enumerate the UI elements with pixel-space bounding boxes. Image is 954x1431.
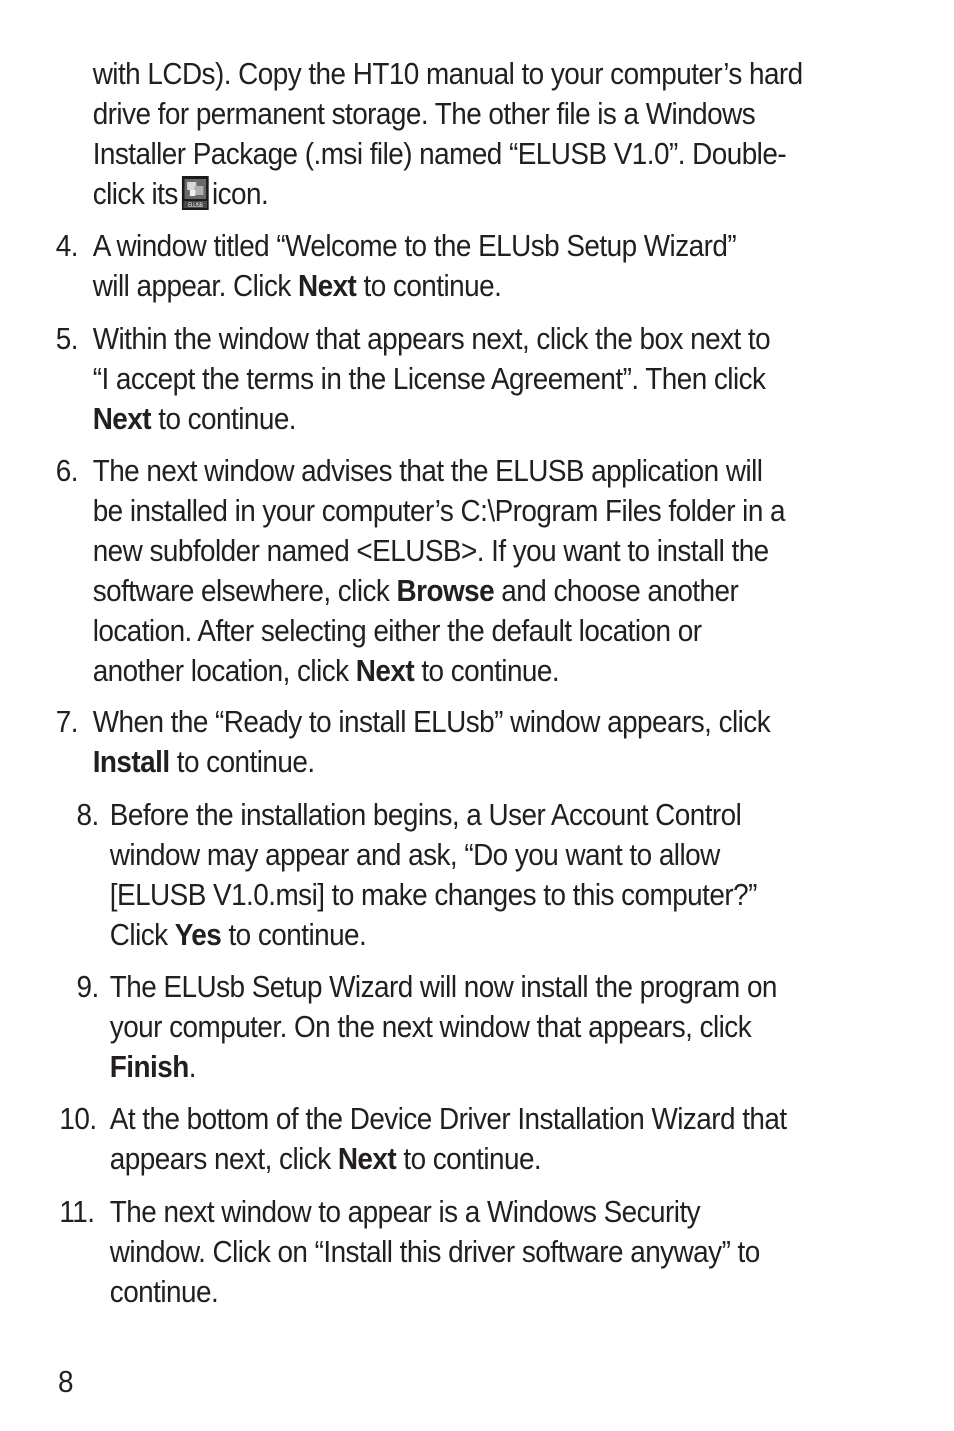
step-text-run: and choose another xyxy=(494,573,739,608)
step-number: 4. xyxy=(55,228,78,263)
step-line-text xyxy=(110,1007,751,1047)
step-line-text xyxy=(110,1139,541,1179)
step-number: 7. xyxy=(55,704,78,739)
intro-line xyxy=(0,54,859,94)
step-text-run: The next window to appear is a Windows Security xyxy=(109,1194,701,1229)
step-line xyxy=(0,967,859,1007)
elusb-installer-icon xyxy=(181,176,208,210)
step-number: 10. xyxy=(59,1101,97,1136)
step-line xyxy=(0,1047,859,1087)
bold-command-label: Next xyxy=(355,653,415,688)
step-line-text xyxy=(93,651,559,691)
step-text-run: The ELUsb Setup Wizard will now install the program on xyxy=(109,969,777,1004)
step-line xyxy=(0,1007,859,1047)
list-item xyxy=(0,226,859,306)
bold-command-label: Next xyxy=(337,1141,397,1176)
step-text-run: will appear. Click xyxy=(92,268,298,303)
step-text-run: location. After selecting either the default location or xyxy=(92,613,702,648)
bold-command-label: Install xyxy=(92,744,170,779)
step-line xyxy=(0,451,859,491)
step-text-run: continue. xyxy=(109,1274,219,1309)
step-text-run: to continue. xyxy=(169,744,315,779)
step-number: 8. xyxy=(76,797,99,832)
intro-line-text xyxy=(93,174,268,214)
step-line xyxy=(0,399,859,439)
step-number: 5. xyxy=(55,321,78,356)
step-line-text xyxy=(93,451,763,491)
step-line xyxy=(0,1192,859,1232)
step-line-text xyxy=(110,1099,787,1139)
step-line xyxy=(0,875,859,915)
step-line xyxy=(0,531,859,571)
step-line xyxy=(0,359,859,399)
step-line xyxy=(0,1232,859,1272)
step-line xyxy=(0,702,859,742)
step-line xyxy=(0,319,859,359)
step-text-run: [ELUSB V1.0.msi] to make changes to this computer?” xyxy=(109,877,757,912)
intro-line-text: with LCDs). Copy the HT10 manual to your computer’s hard xyxy=(92,56,803,91)
list-item xyxy=(0,967,859,1087)
step-line-text xyxy=(93,399,296,439)
step-line xyxy=(0,835,859,875)
bold-command-label: Next xyxy=(297,268,357,303)
step-number: 6. xyxy=(55,453,78,488)
step-line-text xyxy=(93,611,702,651)
intro-line xyxy=(0,174,859,214)
step-text-run: window may appear and ask, “Do you want to allow xyxy=(109,837,720,872)
step-line-text xyxy=(110,1272,218,1312)
step-text-run: new subfolder named <ELUSB>. If you want to install the xyxy=(92,533,769,568)
intro-line-text: drive for permanent storage. The other file is a Windows xyxy=(92,96,756,131)
step-line-text xyxy=(93,702,770,742)
step-line-text xyxy=(110,1192,700,1232)
bold-command-label: Yes xyxy=(174,917,222,952)
step-number: 9. xyxy=(76,969,99,1004)
step-line-text xyxy=(110,915,366,955)
bold-command-label: Finish xyxy=(109,1049,189,1084)
step-line-text xyxy=(93,491,785,531)
intro-line xyxy=(0,134,859,174)
elusb-icon-label: ELUSB xyxy=(187,202,203,210)
step-text-run: The next window advises that the ELUSB application will xyxy=(92,453,763,488)
icon-text: icon. xyxy=(211,176,269,211)
step-line xyxy=(0,1139,859,1179)
step-number: 11. xyxy=(59,1194,95,1229)
step-line-text xyxy=(110,795,742,835)
step-text-run: to continue. xyxy=(151,401,297,436)
step-text-run: . xyxy=(188,1049,196,1084)
step-text-run: A window titled “Welcome to the ELUsb Setup Wizard” xyxy=(92,228,737,263)
step-line xyxy=(0,915,859,955)
step-text-run: be installed in your computer’s C:\Program Files folder in a xyxy=(92,493,785,528)
list-item xyxy=(0,319,859,439)
step-text-run: software elsewhere, click xyxy=(92,573,397,608)
step-line-text xyxy=(93,226,736,266)
step-line xyxy=(0,1099,859,1139)
list-item xyxy=(0,1099,859,1179)
step-line-text xyxy=(93,571,739,611)
step-line-text xyxy=(110,835,720,875)
step-text-run: to continue. xyxy=(221,917,367,952)
step-text-run: your computer. On the next window that appears, click xyxy=(109,1009,752,1044)
step-line-text xyxy=(110,1232,760,1272)
step-line-text xyxy=(110,875,757,915)
list-item xyxy=(0,702,859,782)
intro-line xyxy=(0,94,859,134)
step-line xyxy=(0,491,859,531)
step-text-run: appears next, click xyxy=(109,1141,338,1176)
step-line-text xyxy=(110,967,777,1007)
click-its-text: click its xyxy=(92,176,178,211)
step-line xyxy=(0,611,859,651)
step-line-text xyxy=(93,531,769,571)
step-line-text xyxy=(93,742,315,782)
list-item xyxy=(0,1192,859,1312)
step-text-run: to continue. xyxy=(414,653,560,688)
list-item xyxy=(0,451,859,691)
bold-command-label: Browse xyxy=(396,573,495,608)
step-text-run: to continue. xyxy=(396,1141,542,1176)
step-line xyxy=(0,795,859,835)
step-text-run: Within the window that appears next, click the box next to xyxy=(92,321,771,356)
step-line xyxy=(0,226,859,266)
step-text-run: Before the installation begins, a User Account Control xyxy=(109,797,742,832)
intro-line-text: Installer Package (.msi file) named “ELUSB V1.0”. Double- xyxy=(92,136,787,171)
step-line xyxy=(0,1272,859,1312)
step-line xyxy=(0,266,859,306)
step-text-run: When the “Ready to install ELUsb” window appears, click xyxy=(92,704,771,739)
step-line-text xyxy=(93,319,770,359)
step-line xyxy=(0,571,859,611)
intro-paragraph xyxy=(0,54,859,214)
list-item xyxy=(0,795,859,955)
step-line xyxy=(0,742,859,782)
step-line-text xyxy=(110,1047,196,1087)
step-text-run: “I accept the terms in the License Agreement”. Then click xyxy=(92,361,766,396)
step-text-run: window. Click on “Install this driver software anyway” to xyxy=(109,1234,760,1269)
step-text-run: Click xyxy=(109,917,175,952)
step-text-run: At the bottom of the Device Driver Installation Wizard that xyxy=(109,1101,787,1136)
step-text-run: another location, click xyxy=(92,653,356,688)
step-text-run: to continue. xyxy=(356,268,502,303)
bold-command-label: Next xyxy=(92,401,152,436)
step-line-text xyxy=(93,359,766,399)
step-line xyxy=(0,651,859,691)
step-line-text xyxy=(93,266,502,306)
page-number: 8 xyxy=(58,1364,74,1399)
